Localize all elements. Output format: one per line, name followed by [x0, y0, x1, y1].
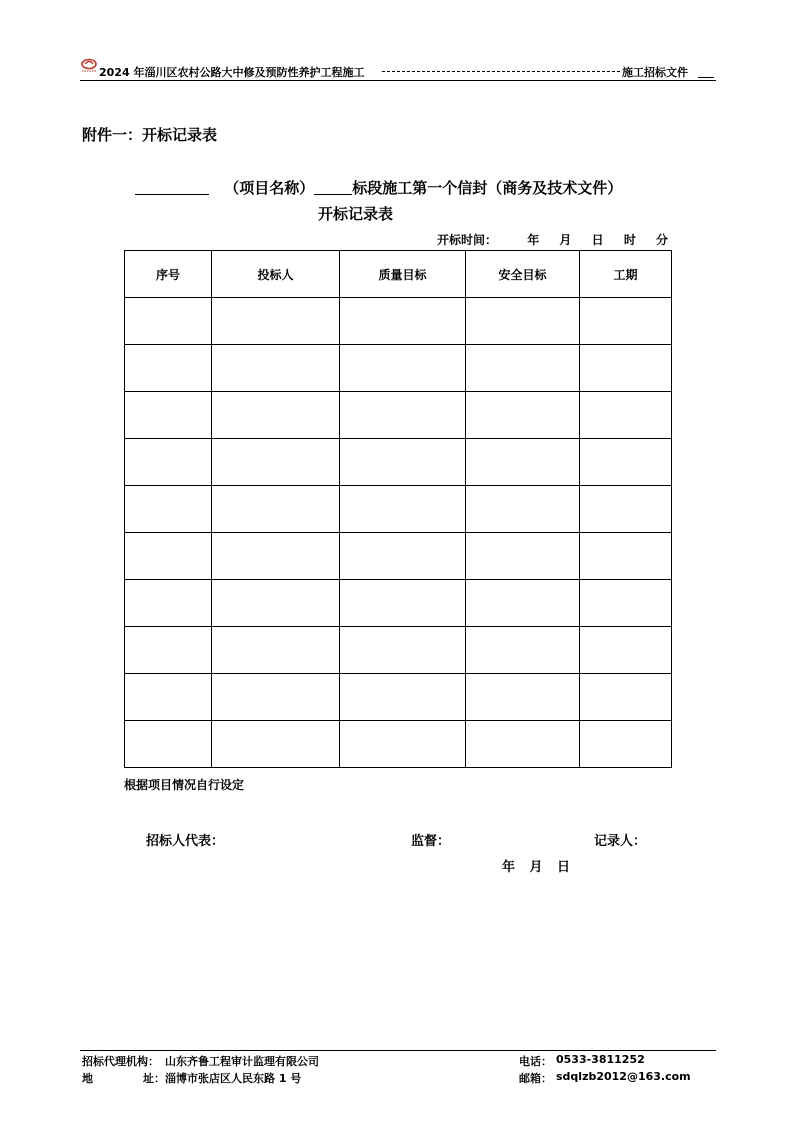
header-title: 2024 年淄川区农村公路大中修及预防性养护工程施工	[99, 66, 365, 79]
table-row	[125, 298, 672, 345]
project-name-label: （项目名称）	[224, 179, 315, 197]
header-dashes	[382, 71, 620, 72]
phone-value: 0533-3811252	[556, 1053, 645, 1066]
recorder-label: 记录人：	[594, 834, 647, 849]
table-row	[125, 721, 672, 768]
table-cell	[212, 533, 340, 580]
attachment-title: 附件一：开标记录表	[82, 126, 218, 144]
header-tail-line	[698, 77, 714, 78]
open-time-month: 月	[559, 233, 572, 247]
table-cell	[466, 580, 580, 627]
table-row	[125, 439, 672, 486]
table-cell	[125, 580, 212, 627]
table-note: 根据项目情况自行设定	[124, 778, 245, 792]
table-cell	[580, 439, 672, 486]
address-label-a: 地	[82, 1072, 93, 1085]
open-time	[437, 231, 668, 248]
header-duration: 工期	[580, 251, 672, 298]
table-cell	[580, 345, 672, 392]
table-cell	[212, 392, 340, 439]
table-cell	[580, 580, 672, 627]
doc-title	[135, 177, 622, 198]
section-blank	[314, 180, 352, 195]
table-cell	[212, 486, 340, 533]
table-row	[125, 580, 672, 627]
sign-date: 年 月 日	[502, 860, 571, 875]
header-doc-type: 施工招标文件	[622, 66, 688, 79]
doc-subtitle: 开标记录表	[318, 205, 394, 223]
email-label: 邮箱：	[519, 1072, 552, 1085]
table-cell	[340, 627, 466, 674]
table-cell	[580, 298, 672, 345]
table-cell	[125, 627, 212, 674]
table-cell	[125, 721, 212, 768]
table-cell	[466, 298, 580, 345]
open-time-hour: 时	[623, 233, 636, 247]
record-table	[124, 250, 672, 768]
tenderee-rep-label: 招标人代表：	[146, 834, 225, 849]
table-cell	[580, 486, 672, 533]
table-row	[125, 627, 672, 674]
agency-name: 山东齐鲁工程审计监理有限公司	[165, 1055, 319, 1068]
table-row	[125, 486, 672, 533]
table-cell	[340, 439, 466, 486]
table-cell	[212, 580, 340, 627]
header-quality: 质量目标	[340, 251, 466, 298]
open-time-minute: 分	[656, 233, 669, 247]
table-cell	[340, 345, 466, 392]
table-cell	[212, 674, 340, 721]
table-cell	[466, 439, 580, 486]
open-time-day: 日	[591, 233, 604, 247]
table-row	[125, 392, 672, 439]
table-cell	[466, 345, 580, 392]
open-time-year: 年	[527, 233, 540, 247]
phone-label: 电话：	[519, 1055, 552, 1068]
table-cell	[340, 392, 466, 439]
table-cell	[466, 627, 580, 674]
table-cell	[125, 298, 212, 345]
table-row	[125, 533, 672, 580]
table-cell	[466, 486, 580, 533]
header-safety: 安全目标	[466, 251, 580, 298]
table-cell	[340, 674, 466, 721]
table-cell	[580, 627, 672, 674]
table-cell	[212, 627, 340, 674]
table-cell	[580, 674, 672, 721]
table-cell	[580, 533, 672, 580]
table-cell	[212, 298, 340, 345]
table-cell	[466, 392, 580, 439]
footer-rule	[80, 1050, 716, 1051]
table-cell	[125, 533, 212, 580]
header-rule	[80, 80, 716, 81]
table-cell	[580, 721, 672, 768]
address-value: 淄博市张店区人民东路 1 号	[165, 1072, 302, 1085]
header-bidder: 投标人	[212, 251, 340, 298]
table-cell	[125, 674, 212, 721]
table-cell	[125, 439, 212, 486]
section-text: 标段施工第一个信封（商务及技术文件）	[352, 179, 623, 197]
open-time-label: 开标时间：	[437, 233, 498, 247]
table-cell	[212, 721, 340, 768]
table-cell	[212, 345, 340, 392]
table-cell	[125, 486, 212, 533]
table-row	[125, 345, 672, 392]
table-cell	[340, 721, 466, 768]
table-cell	[125, 392, 212, 439]
table-cell	[580, 392, 672, 439]
header-index: 序号	[125, 251, 212, 298]
address-label-b: 址：	[143, 1072, 165, 1085]
table-header-row	[125, 251, 672, 298]
table-cell	[125, 345, 212, 392]
email-value: sdqlzb2012@163.com	[556, 1070, 691, 1083]
table-cell	[466, 674, 580, 721]
supervisor-label: 监督：	[411, 834, 451, 849]
project-name-blank	[135, 180, 209, 195]
table-cell	[340, 486, 466, 533]
table-cell	[340, 298, 466, 345]
table-cell	[340, 580, 466, 627]
table-cell	[340, 533, 466, 580]
table-cell	[212, 439, 340, 486]
table-cell	[466, 721, 580, 768]
agency-label: 招标代理机构：	[82, 1055, 159, 1068]
table-cell	[466, 533, 580, 580]
company-logo-icon	[80, 58, 98, 74]
table-row	[125, 674, 672, 721]
